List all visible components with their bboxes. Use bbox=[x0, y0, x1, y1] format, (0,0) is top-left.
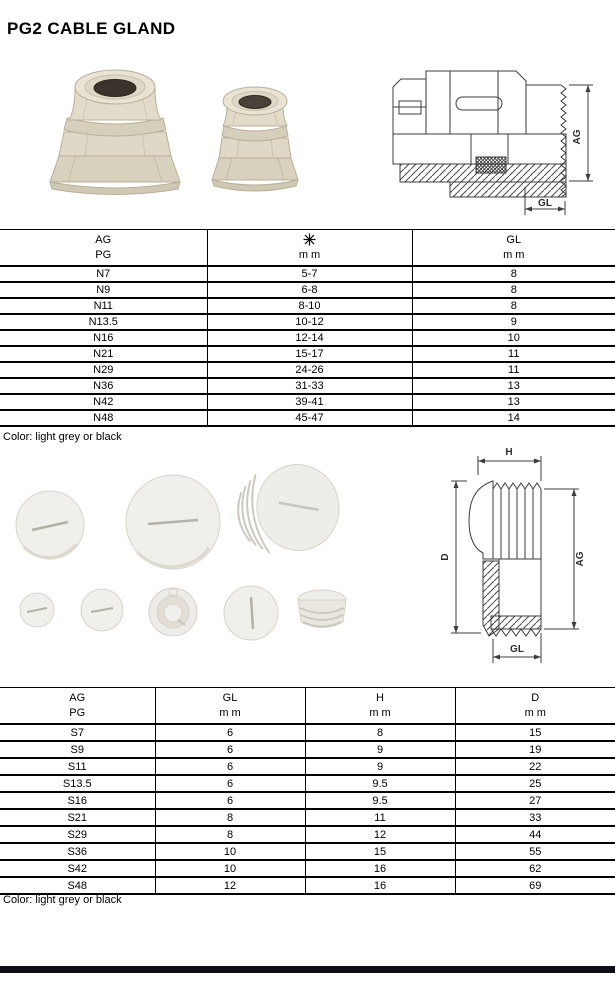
table-row bbox=[0, 314, 615, 330]
table-row bbox=[0, 792, 615, 809]
col-header-h bbox=[305, 688, 455, 725]
table-cell: 8-10 bbox=[207, 298, 412, 314]
table-row bbox=[0, 843, 615, 860]
col-header-gl bbox=[155, 688, 305, 725]
table-cell: 6 bbox=[155, 724, 305, 741]
header-line: PG bbox=[95, 248, 112, 261]
table-cell: S16 bbox=[0, 792, 155, 809]
table-cell: 12-14 bbox=[207, 330, 412, 346]
table-cell: 22 bbox=[455, 758, 615, 775]
header-row bbox=[0, 230, 615, 267]
table-cell: N16 bbox=[0, 330, 207, 346]
page-title: PG2 CABLE GLAND bbox=[7, 19, 176, 38]
table-cell: N7 bbox=[0, 266, 207, 282]
col-header-ag-pg bbox=[0, 230, 207, 267]
dimension-label-h: H bbox=[505, 447, 513, 458]
table-row bbox=[0, 775, 615, 792]
table-row bbox=[0, 330, 615, 346]
table-row bbox=[0, 394, 615, 410]
header-line: GL bbox=[506, 233, 522, 246]
table-cell: 15 bbox=[305, 843, 455, 860]
table-cell: S42 bbox=[0, 860, 155, 877]
table-cell: 31-33 bbox=[207, 378, 412, 394]
header-line: H bbox=[376, 691, 384, 704]
table-cell: 24-26 bbox=[207, 362, 412, 378]
table-cell: 8 bbox=[412, 298, 615, 314]
table-cell: 69 bbox=[455, 877, 615, 894]
table-cell: 11 bbox=[412, 346, 615, 362]
table-cell: N48 bbox=[0, 410, 207, 426]
header-line: AG bbox=[69, 691, 86, 704]
table-cell: 8 bbox=[155, 809, 305, 826]
table-cell: N42 bbox=[0, 394, 207, 410]
table-cell: 15-17 bbox=[207, 346, 412, 362]
table-cell: 11 bbox=[305, 809, 455, 826]
table-cell: 12 bbox=[155, 877, 305, 894]
cable-gland-small bbox=[212, 87, 298, 191]
table-cell: S11 bbox=[0, 758, 155, 775]
dimension-label-gl: GL bbox=[510, 644, 524, 655]
table-cell: 9.5 bbox=[305, 775, 455, 792]
plug-disc-medium bbox=[16, 491, 84, 559]
cable-glands-photo bbox=[40, 58, 330, 218]
table-row bbox=[0, 378, 615, 394]
header-line: mm bbox=[369, 706, 394, 719]
table-cell: 16 bbox=[305, 877, 455, 894]
table-cell: S36 bbox=[0, 843, 155, 860]
header-line: mm bbox=[503, 248, 528, 261]
header-line: PG bbox=[69, 706, 86, 719]
table-cell: 8 bbox=[412, 282, 615, 298]
plug-disc-small bbox=[20, 593, 54, 627]
table-cell: 8 bbox=[412, 266, 615, 282]
table-cell: 12 bbox=[305, 826, 455, 843]
table-cell: 44 bbox=[455, 826, 615, 843]
header-line: GL bbox=[222, 691, 238, 704]
table-cell: 6 bbox=[155, 792, 305, 809]
dimension-label-ag: AG bbox=[572, 129, 583, 145]
glands-color-note: Color: light grey or black bbox=[3, 431, 122, 443]
blanking-plug-drawing bbox=[431, 441, 613, 673]
table-cell: 33 bbox=[455, 809, 615, 826]
table-cell: 9 bbox=[305, 741, 455, 758]
table-cell: 39-41 bbox=[207, 394, 412, 410]
table-cell: N9 bbox=[0, 282, 207, 298]
table-row bbox=[0, 282, 615, 298]
col-header-cable-range bbox=[207, 230, 412, 267]
table-cell: S9 bbox=[0, 741, 155, 758]
col-header-d bbox=[455, 688, 615, 725]
table-cell: 62 bbox=[455, 860, 615, 877]
table-cell: N21 bbox=[0, 346, 207, 362]
header-row bbox=[0, 688, 615, 725]
table-cell: 55 bbox=[455, 843, 615, 860]
table-row bbox=[0, 826, 615, 843]
plug-threaded-large bbox=[231, 458, 345, 560]
table-cell: 19 bbox=[455, 741, 615, 758]
table-row bbox=[0, 741, 615, 758]
table-cell: 6-8 bbox=[207, 282, 412, 298]
table-cell: N29 bbox=[0, 362, 207, 378]
table-cell: 8 bbox=[305, 724, 455, 741]
table-cell: 9 bbox=[412, 314, 615, 330]
table-cell: 8 bbox=[155, 826, 305, 843]
col-header-gl bbox=[412, 230, 615, 267]
table-cell: S7 bbox=[0, 724, 155, 741]
dimension-label-ag: AG bbox=[575, 551, 586, 567]
plug-disc-vertical-slot bbox=[224, 586, 278, 640]
table-row bbox=[0, 346, 615, 362]
table-cell: N11 bbox=[0, 298, 207, 314]
header-line: mm bbox=[524, 706, 549, 719]
table-cell: 10 bbox=[412, 330, 615, 346]
glands-spec-table bbox=[0, 229, 615, 427]
table-row bbox=[0, 758, 615, 775]
blanking-plugs-photo bbox=[0, 450, 380, 680]
table-row bbox=[0, 877, 615, 894]
plug-ring-underside bbox=[149, 588, 197, 636]
table-row bbox=[0, 809, 615, 826]
table-row bbox=[0, 724, 615, 741]
plugs-spec-table bbox=[0, 687, 615, 895]
table-cell: 10 bbox=[155, 860, 305, 877]
table-cell: 27 bbox=[455, 792, 615, 809]
plug-threaded-small bbox=[298, 590, 346, 628]
plugs-color-note: Color: light grey or black bbox=[3, 894, 122, 906]
cable-diameter-icon bbox=[208, 233, 412, 248]
table-row bbox=[0, 298, 615, 314]
table-row bbox=[0, 266, 615, 282]
table-cell: 9.5 bbox=[305, 792, 455, 809]
table-cell: 13 bbox=[412, 378, 615, 394]
table-cell: 11 bbox=[412, 362, 615, 378]
table-cell: 9 bbox=[305, 758, 455, 775]
table-row bbox=[0, 410, 615, 426]
cable-gland-large bbox=[50, 70, 180, 195]
header-line: mm bbox=[219, 706, 244, 719]
dimension-label-d: D bbox=[440, 553, 451, 561]
table-cell: S21 bbox=[0, 809, 155, 826]
footer-bar bbox=[0, 966, 615, 973]
table-cell: 6 bbox=[155, 758, 305, 775]
header-line: D bbox=[531, 691, 540, 704]
table-cell: N36 bbox=[0, 378, 207, 394]
plug-disc-small-2 bbox=[81, 589, 123, 631]
table-cell: 16 bbox=[305, 860, 455, 877]
table-cell: 5-7 bbox=[207, 266, 412, 282]
table-cell: 6 bbox=[155, 775, 305, 792]
table-cell: 13 bbox=[412, 394, 615, 410]
table-cell: 6 bbox=[155, 741, 305, 758]
table-row bbox=[0, 860, 615, 877]
table-cell: 14 bbox=[412, 410, 615, 426]
table-cell: 45-47 bbox=[207, 410, 412, 426]
table-cell: 10 bbox=[155, 843, 305, 860]
dimension-label-gl: GL bbox=[538, 198, 552, 209]
table-cell: N13.5 bbox=[0, 314, 207, 330]
table-cell: S13.5 bbox=[0, 775, 155, 792]
table-cell: S48 bbox=[0, 877, 155, 894]
table-cell: 15 bbox=[455, 724, 615, 741]
col-header-ag-pg bbox=[0, 688, 155, 725]
table-cell: S29 bbox=[0, 826, 155, 843]
table-cell: 10-12 bbox=[207, 314, 412, 330]
table-cell: 25 bbox=[455, 775, 615, 792]
table-row bbox=[0, 362, 615, 378]
cable-gland-drawing bbox=[383, 57, 611, 222]
header-line: AG bbox=[95, 233, 112, 246]
header-line: mm bbox=[298, 248, 324, 261]
plug-disc-large bbox=[126, 475, 220, 569]
